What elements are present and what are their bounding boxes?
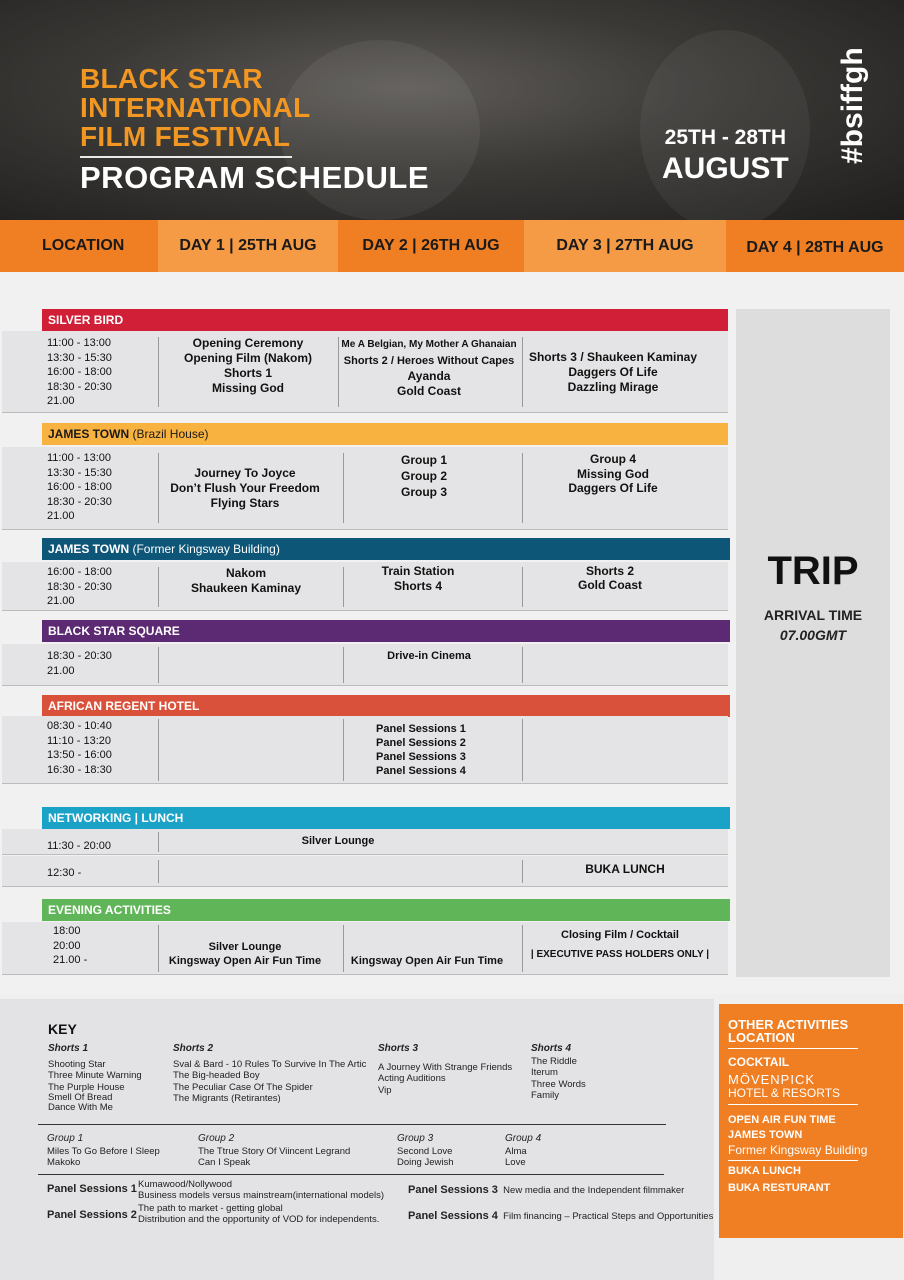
divider [343,719,344,781]
film-title: Acting Auditions [378,1073,446,1084]
section-header-silver-bird [42,309,728,331]
time-slot: 11:00 - 13:00 [47,452,112,464]
divider [522,860,523,883]
film-title: Second Love [397,1145,453,1157]
event: Train Station [381,564,455,578]
day3-cell [524,452,702,496]
header-banner [0,0,904,220]
time-slot: 13:30 - 15:30 [47,351,112,364]
key-group-name: Group 1 [47,1133,84,1144]
film-title: Doing Jewish [397,1157,454,1168]
divider [522,337,523,407]
day2-cell [346,722,496,778]
column-header-day1: DAY 1 | 25TH AUG [158,220,338,272]
event: Shorts 3 / Shaukeen Kaminay [528,350,698,364]
film-title: Alma [505,1145,527,1157]
section-subtitle: (Brazil House) [132,427,209,441]
event: Panel Sessions 3 [376,751,466,763]
day2-cell [344,649,514,664]
title-line: LOCATION [728,1030,795,1045]
event: Gold Coast [396,384,461,398]
panel-session-1 [47,1184,137,1195]
panel-topic: New media and the Independent filmmaker [503,1185,685,1196]
panel-session-name: Panel Sessions 4 [408,1210,498,1222]
film-title: The Peculiar Case Of The Spider [173,1081,313,1093]
film-title: Three Minute Warning [48,1070,142,1081]
divider [158,567,159,607]
day1-cell [158,466,332,511]
section-header-networking-lunch [42,807,730,829]
event: Dazzling Mirage [567,380,659,394]
film-title: Shooting Star [48,1058,106,1070]
movenpick-logo: MÖVENPICK [728,1072,816,1087]
section-title: BLACK STAR SQUARE [48,624,180,638]
key-shorts-1 [48,1043,142,1113]
time-slot: 16:00 - 18:00 [47,366,112,378]
time-slot: 18:30 - 20:30 [47,380,112,393]
day3-cell [524,564,696,592]
event: Flying Stars [210,496,280,510]
key-group-name: Group 3 [397,1133,434,1144]
other-activities-title [728,1018,848,1044]
time-slot: 18:30 - 20:30 [47,650,112,662]
key-group-1 [47,1133,160,1169]
event: Daggers Of Life [568,365,658,379]
arrival-time-label: ARRIVAL TIME [763,607,863,623]
film-title: Three Words [531,1078,586,1090]
column-header-day2: DAY 2 | 26TH AUG [338,220,524,272]
panel-session-name: Panel Sessions 3 [408,1184,498,1196]
divider [522,567,523,607]
day2-cell [344,452,504,500]
panel-session-3 [408,1185,684,1196]
divider [522,719,523,781]
event: Missing God [577,466,649,481]
event: Me A Belgian, My Mother A Ghanaian [341,339,517,350]
divider [158,647,159,683]
event: Opening Ceremony [192,336,304,350]
event: Opening Film (Nakom) [183,351,312,365]
panel-session-name: Panel Sessions 1 [47,1183,137,1195]
key-panel [0,999,714,1280]
festival-name-line: BLACK STAR [80,63,263,94]
time-slot: 18:30 - 20:30 [47,495,112,508]
time-slot: 21.00 [47,395,75,407]
buka-lunch-label: BUKA LUNCH [728,1165,801,1177]
title-line: OTHER ACTIVITIES [728,1017,849,1032]
section-header-black-star-square [42,620,730,642]
section-header-james-town-kingsway [42,538,730,560]
divider [338,337,339,407]
photo-backdrop [640,30,810,220]
event: Ayanda [407,369,451,383]
film-title: Can I Speak [198,1157,251,1168]
event: Gold Coast [577,578,642,592]
divider [158,337,159,407]
time-slot: 16:30 - 18:30 [47,763,112,776]
key-group-name: Shorts 1 [48,1043,89,1054]
time-slots [47,451,112,524]
key-group-4 [505,1133,541,1169]
divider [158,719,159,781]
section-header-african-regent-hotel [42,695,730,717]
key-group-name: Shorts 2 [173,1043,214,1054]
film-title: The Big-headed Boy [173,1070,260,1081]
event: Group 3 [400,485,447,499]
time-slot: 18:30 - 20:30 [47,580,112,593]
key-shorts-4 [531,1043,586,1102]
time-slot: 13:30 - 15:30 [47,466,112,479]
time-slot: 21.00 [47,595,75,607]
panel-topic: Kumawood/Nollywood [138,1179,232,1190]
panel-topic: Business models versus mainstream(international models) [138,1190,385,1201]
james-town-label: JAMES TOWN [728,1129,803,1141]
film-title: The Purple House [48,1081,125,1093]
day-header-bar [0,220,904,272]
event: Daggers Of Life [568,481,658,495]
time-slot: 11:10 - 13:20 [47,734,112,747]
key-title: KEY [48,1021,77,1037]
time-slot: 21.00 - [53,954,88,966]
former-kingsway-label: Former Kingsway Building [728,1143,868,1157]
section-title: JAMES TOWN [48,427,130,441]
divider [158,860,159,883]
event: Missing God [212,381,284,395]
time-slot: 16:00 - 18:00 [47,481,112,493]
key-group-name: Shorts 3 [378,1043,419,1054]
event: Group 1 [400,453,447,467]
trip-title: TRIP [767,549,859,593]
time-slot: 16:00 - 18:00 [47,566,112,578]
month: AUGUST [662,152,789,185]
key-group-name: Group 2 [198,1133,235,1144]
time-slot: 21.00 [47,510,75,522]
panel-session-1-topics [138,1179,384,1201]
hashtag: #bsiffgh [836,47,869,164]
panel-session-2 [47,1210,137,1221]
day2-cell [340,337,518,399]
divider [38,1174,664,1175]
time-slots [53,924,87,968]
movenpick-subtitle: HOTEL & RESORTS [728,1086,841,1100]
key-shorts-3 [378,1043,512,1096]
film-title: Makoko [47,1157,81,1168]
film-title: The Ttrue Story Of Viincent Legrand [198,1145,351,1157]
event: Panel Sessions 1 [376,723,466,735]
event: Journey To Joyce [194,466,296,480]
panel-session-2-topics [138,1203,379,1225]
event: Panel Sessions 4 [376,765,466,777]
event: Shorts 4 [393,579,442,593]
section-title: JAMES TOWN [48,542,130,556]
time-slot: 13:50 - 16:00 [47,749,112,761]
day1-cell [160,566,332,596]
date-range: 25TH - 28TH [664,126,787,149]
buka-restaurant-label: BUKA RESTURANT [728,1182,831,1194]
page-title: PROGRAM SCHEDULE [80,160,430,195]
section-subtitle: (Former Kingsway Building) [132,542,280,556]
film-title: The Migrants (Retirantes) [173,1093,281,1104]
section-title: EVENING ACTIVITIES [48,903,171,917]
key-shorts-2 [173,1043,366,1105]
film-title: The Riddle [531,1055,577,1067]
key-group-name: Shorts 4 [531,1043,572,1054]
lunch-label: BUKA LUNCH [585,862,665,876]
festival-name-line: INTERNATIONAL [80,92,311,123]
event: Drive-in Cinema [387,650,471,662]
day2-cell [344,564,492,594]
trip-panel [736,309,890,977]
divider [728,1160,858,1161]
column-header-day3: DAY 3 | 27TH AUG [524,220,726,272]
divider [522,453,523,523]
key-group-3 [397,1133,454,1169]
day3-cell [524,350,702,395]
day1-cell [162,336,334,396]
event: Shaukeen Kaminay [190,581,302,595]
film-title: A Journey With Strange Friends [378,1061,513,1073]
key-group-name: Group 4 [505,1133,542,1144]
film-title: Vip [378,1084,392,1096]
event: Silver Lounge [208,941,282,953]
event: Nakom [225,566,266,580]
panel-topic: Film financing – Practical Steps and Opportunities [503,1211,714,1222]
panel-session-4 [408,1211,713,1222]
event-note: | EXECUTIVE PASS HOLDERS ONLY | [530,949,710,960]
divider [158,925,159,972]
panel-topic: Distribution and the opportunity of VOD for independents. [138,1214,380,1225]
event: Group 4 [589,452,636,466]
time-slot: 11:00 - 13:00 [47,337,112,349]
time-slots [47,565,112,609]
divider [728,1104,858,1105]
event: Group 2 [400,469,447,483]
divider [158,832,159,852]
section-title: SILVER BIRD [48,313,124,327]
event: Closing Film / Cocktail [561,929,679,941]
column-header-location: LOCATION [0,220,158,272]
section-header-evening-activities [42,899,730,921]
open-air-label: OPEN AIR FUN TIME [728,1114,836,1126]
other-activities-panel [719,1004,903,1238]
time-slots [47,719,112,777]
film-title: Sval & Bard - 10 Rules To Survive In The Artic [173,1058,367,1070]
divider [80,156,292,158]
time-slot: 18:00 [53,925,81,937]
time-slots [47,336,112,409]
time-slot: 08:30 - 10:40 [47,720,112,732]
panel-session-name: Panel Sessions 2 [47,1209,137,1221]
film-title: Smell Of Bread [48,1092,113,1103]
festival-dates [662,126,789,186]
time-slots [47,649,112,678]
divider [38,1124,666,1125]
film-title: Iterum [531,1067,558,1078]
film-title: Dance With Me [48,1102,113,1113]
film-title: Family [531,1090,559,1101]
networking-venue: Silver Lounge [301,835,375,847]
time-slot: 21.00 [47,664,75,677]
festival-name-line: FILM FESTIVAL [80,121,291,152]
section-header-james-town-brazil [42,423,728,445]
arrival-time-value: 07.00GMT [779,627,847,643]
event: Panel Sessions 2 [376,737,466,749]
divider [522,647,523,683]
film-title: Miles To Go Before I Sleep [47,1145,160,1157]
day1-cell [160,940,330,968]
time-slot: 11:30 - 20:00 [47,840,112,852]
section-title: AFRICAN REGENT HOTEL [48,699,200,713]
time-slot: 20:00 [53,939,81,952]
day3-cell [522,925,718,965]
day2-cell [344,954,510,969]
event: Shorts 1 [223,366,272,380]
event: Don’t Flush Your Freedom [170,481,320,495]
event: Kingsway Open Air Fun Time [168,955,322,967]
cocktail-label: COCKTAIL [728,1055,790,1069]
key-group-2 [198,1133,350,1169]
section-title: NETWORKING | LUNCH [48,811,184,825]
divider [728,1048,858,1049]
column-header-day4: DAY 4 | 28TH AUG [726,220,904,272]
event: Shorts 2 / Heroes Without Capes [343,355,515,367]
festival-name [80,64,310,151]
time-slot: 12:30 - [47,867,82,879]
film-title: Love [505,1157,526,1168]
event: Shorts 2 [585,564,634,578]
panel-topic: The path to market - getting global [138,1203,283,1214]
event: Kingsway Open Air Fun Time [350,955,504,967]
